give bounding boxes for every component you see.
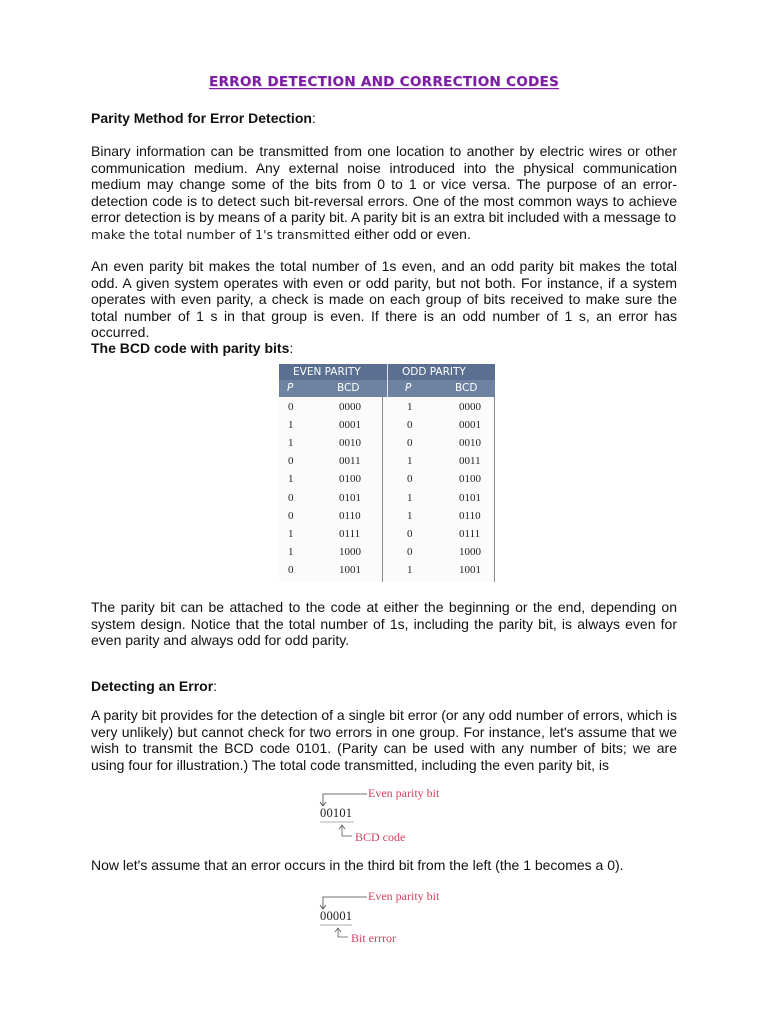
- heading-colon: :: [289, 340, 294, 356]
- table-cell: 1: [288, 419, 294, 432]
- table-cell: 0001: [459, 419, 481, 432]
- bit-error-diagram: [318, 889, 478, 951]
- paragraph-end: either odd or even.: [350, 225, 471, 242]
- column-header-bcd-even: BCD: [337, 382, 360, 394]
- error-code: 00001: [320, 909, 353, 923]
- group-header-even-parity: EVEN PARITY: [293, 366, 361, 378]
- bcd-parity-table: [279, 364, 495, 582]
- paragraph-even-odd-parity: An even parity bit makes the total number of 1s even, and an odd parity bit makes the total odd. A given system operates with even or odd parity, but not both. For instance, if a system operates with even parity, a check is made on each group of bits received to make sure the total number of 1 s in that group is even. If there is an odd number of 1 s, an error has occurred.: [91, 258, 677, 341]
- table-cell: 0: [407, 437, 413, 450]
- table-cell: 1000: [339, 545, 361, 558]
- table-cell: 0: [407, 527, 413, 540]
- table-cell: 1000: [459, 545, 481, 558]
- table-cell: 0100: [459, 473, 481, 486]
- table-cell: 0110: [459, 509, 481, 522]
- page-title: ERROR DETECTION AND CORRECTION CODES: [208, 74, 560, 90]
- table-cell: 1: [288, 473, 294, 486]
- table-cell: 1: [407, 401, 413, 413]
- table-cell: 1: [288, 527, 294, 540]
- table-cell: 0011: [459, 455, 481, 468]
- table-cell: 1: [407, 491, 413, 504]
- table-cell: 0000: [339, 401, 361, 413]
- heading-text: The BCD code with parity bits: [91, 340, 290, 356]
- table-cell: 0111: [459, 527, 481, 540]
- even-parity-bit-label: Even parity bit: [368, 889, 440, 903]
- table-cell: 1: [288, 437, 294, 450]
- section-heading-parity-method: [91, 110, 316, 126]
- paragraph-parity-attachment: The parity bit can be attached to the code at either the beginning or the end, depending on system design. Notice that the total number of 1s, including the parity bit, is always even for even parity and always odd for odd parity.: [91, 599, 677, 649]
- table-cell: 1: [407, 509, 413, 522]
- table-cell: 1001: [339, 563, 361, 576]
- even-parity-diagram: [318, 786, 478, 848]
- column-header-bcd-odd: BCD: [455, 382, 478, 394]
- table-cell: 0: [407, 545, 413, 558]
- bit-error-label: Bit errror: [351, 931, 396, 945]
- table-cell: 0: [288, 455, 294, 468]
- paragraph-text: Binary information can be transmitted from one location to another by electric wires or other communication medium. Any external noise introduced into the physical communication medium may change some of the bits from 0 to 1 or vice versa. The purpose of an error-detection code is to detect such bit-reversal errors. One of the most common ways to achieve error detection is by means of a parity bit. A parity bit is an extra bit included with a message to: [91, 143, 677, 226]
- table-cell: 0: [288, 401, 294, 413]
- section-heading-detecting-error: [91, 678, 217, 694]
- table-cell: 1001: [459, 563, 481, 576]
- table-cell: 1: [288, 545, 294, 558]
- table-cell: 0010: [459, 437, 481, 450]
- group-header-odd-parity: ODD PARITY: [402, 366, 466, 378]
- table-cell: 0: [288, 509, 294, 522]
- paragraph-binary-information: [91, 143, 677, 244]
- table-cell: 0111: [339, 527, 361, 540]
- section-heading-bcd-parity: [91, 340, 293, 356]
- table-cell: 1: [407, 563, 413, 576]
- table-cell: 0: [288, 563, 294, 576]
- table-cell: 0: [288, 491, 294, 504]
- table-cell: 1: [407, 455, 413, 468]
- paragraph-error-assumption: Now let's assume that an error occurs in the third bit from the left (the 1 becomes a 0).: [91, 857, 624, 873]
- transmitted-code: 00101: [320, 806, 353, 820]
- table-cell: 0001: [339, 419, 361, 432]
- paragraph-single-bit-error: A parity bit provides for the detection of a single bit error (or any odd number of errors, which is very unlikely) but cannot check for two errors in one group. For instance, let's assume that we wish to transmit the BCD code 0101. (Parity can be used with any number of bits; we are using four for illustration.) The total code transmitted, including the even parity bit, is: [91, 707, 677, 773]
- inset-text: make the total number of 1's transmitted: [91, 226, 351, 242]
- heading-colon: :: [213, 678, 218, 694]
- table-cell: 0000: [459, 401, 481, 413]
- column-header-p-even: P: [287, 382, 294, 394]
- table-divider: [382, 397, 383, 582]
- table-cell: 0100: [339, 473, 361, 486]
- even-parity-bit-label: Even parity bit: [368, 786, 440, 800]
- table-right-edge: [494, 397, 495, 582]
- table-cell: 0110: [339, 509, 361, 522]
- bcd-code-label: BCD code: [355, 830, 406, 844]
- heading-text: Detecting an Error: [91, 678, 214, 694]
- table-cell: 0101: [459, 491, 481, 504]
- table-cell: 0010: [339, 437, 361, 450]
- column-header-p-odd: P: [405, 382, 412, 394]
- table-cell: 0: [407, 473, 413, 486]
- heading-colon: :: [311, 110, 316, 126]
- table-cell: 0101: [339, 491, 361, 504]
- table-cell: 0: [407, 419, 413, 432]
- table-cell: 0011: [339, 455, 361, 468]
- header-divider: [387, 364, 388, 397]
- heading-text: Parity Method for Error Detection: [91, 110, 312, 126]
